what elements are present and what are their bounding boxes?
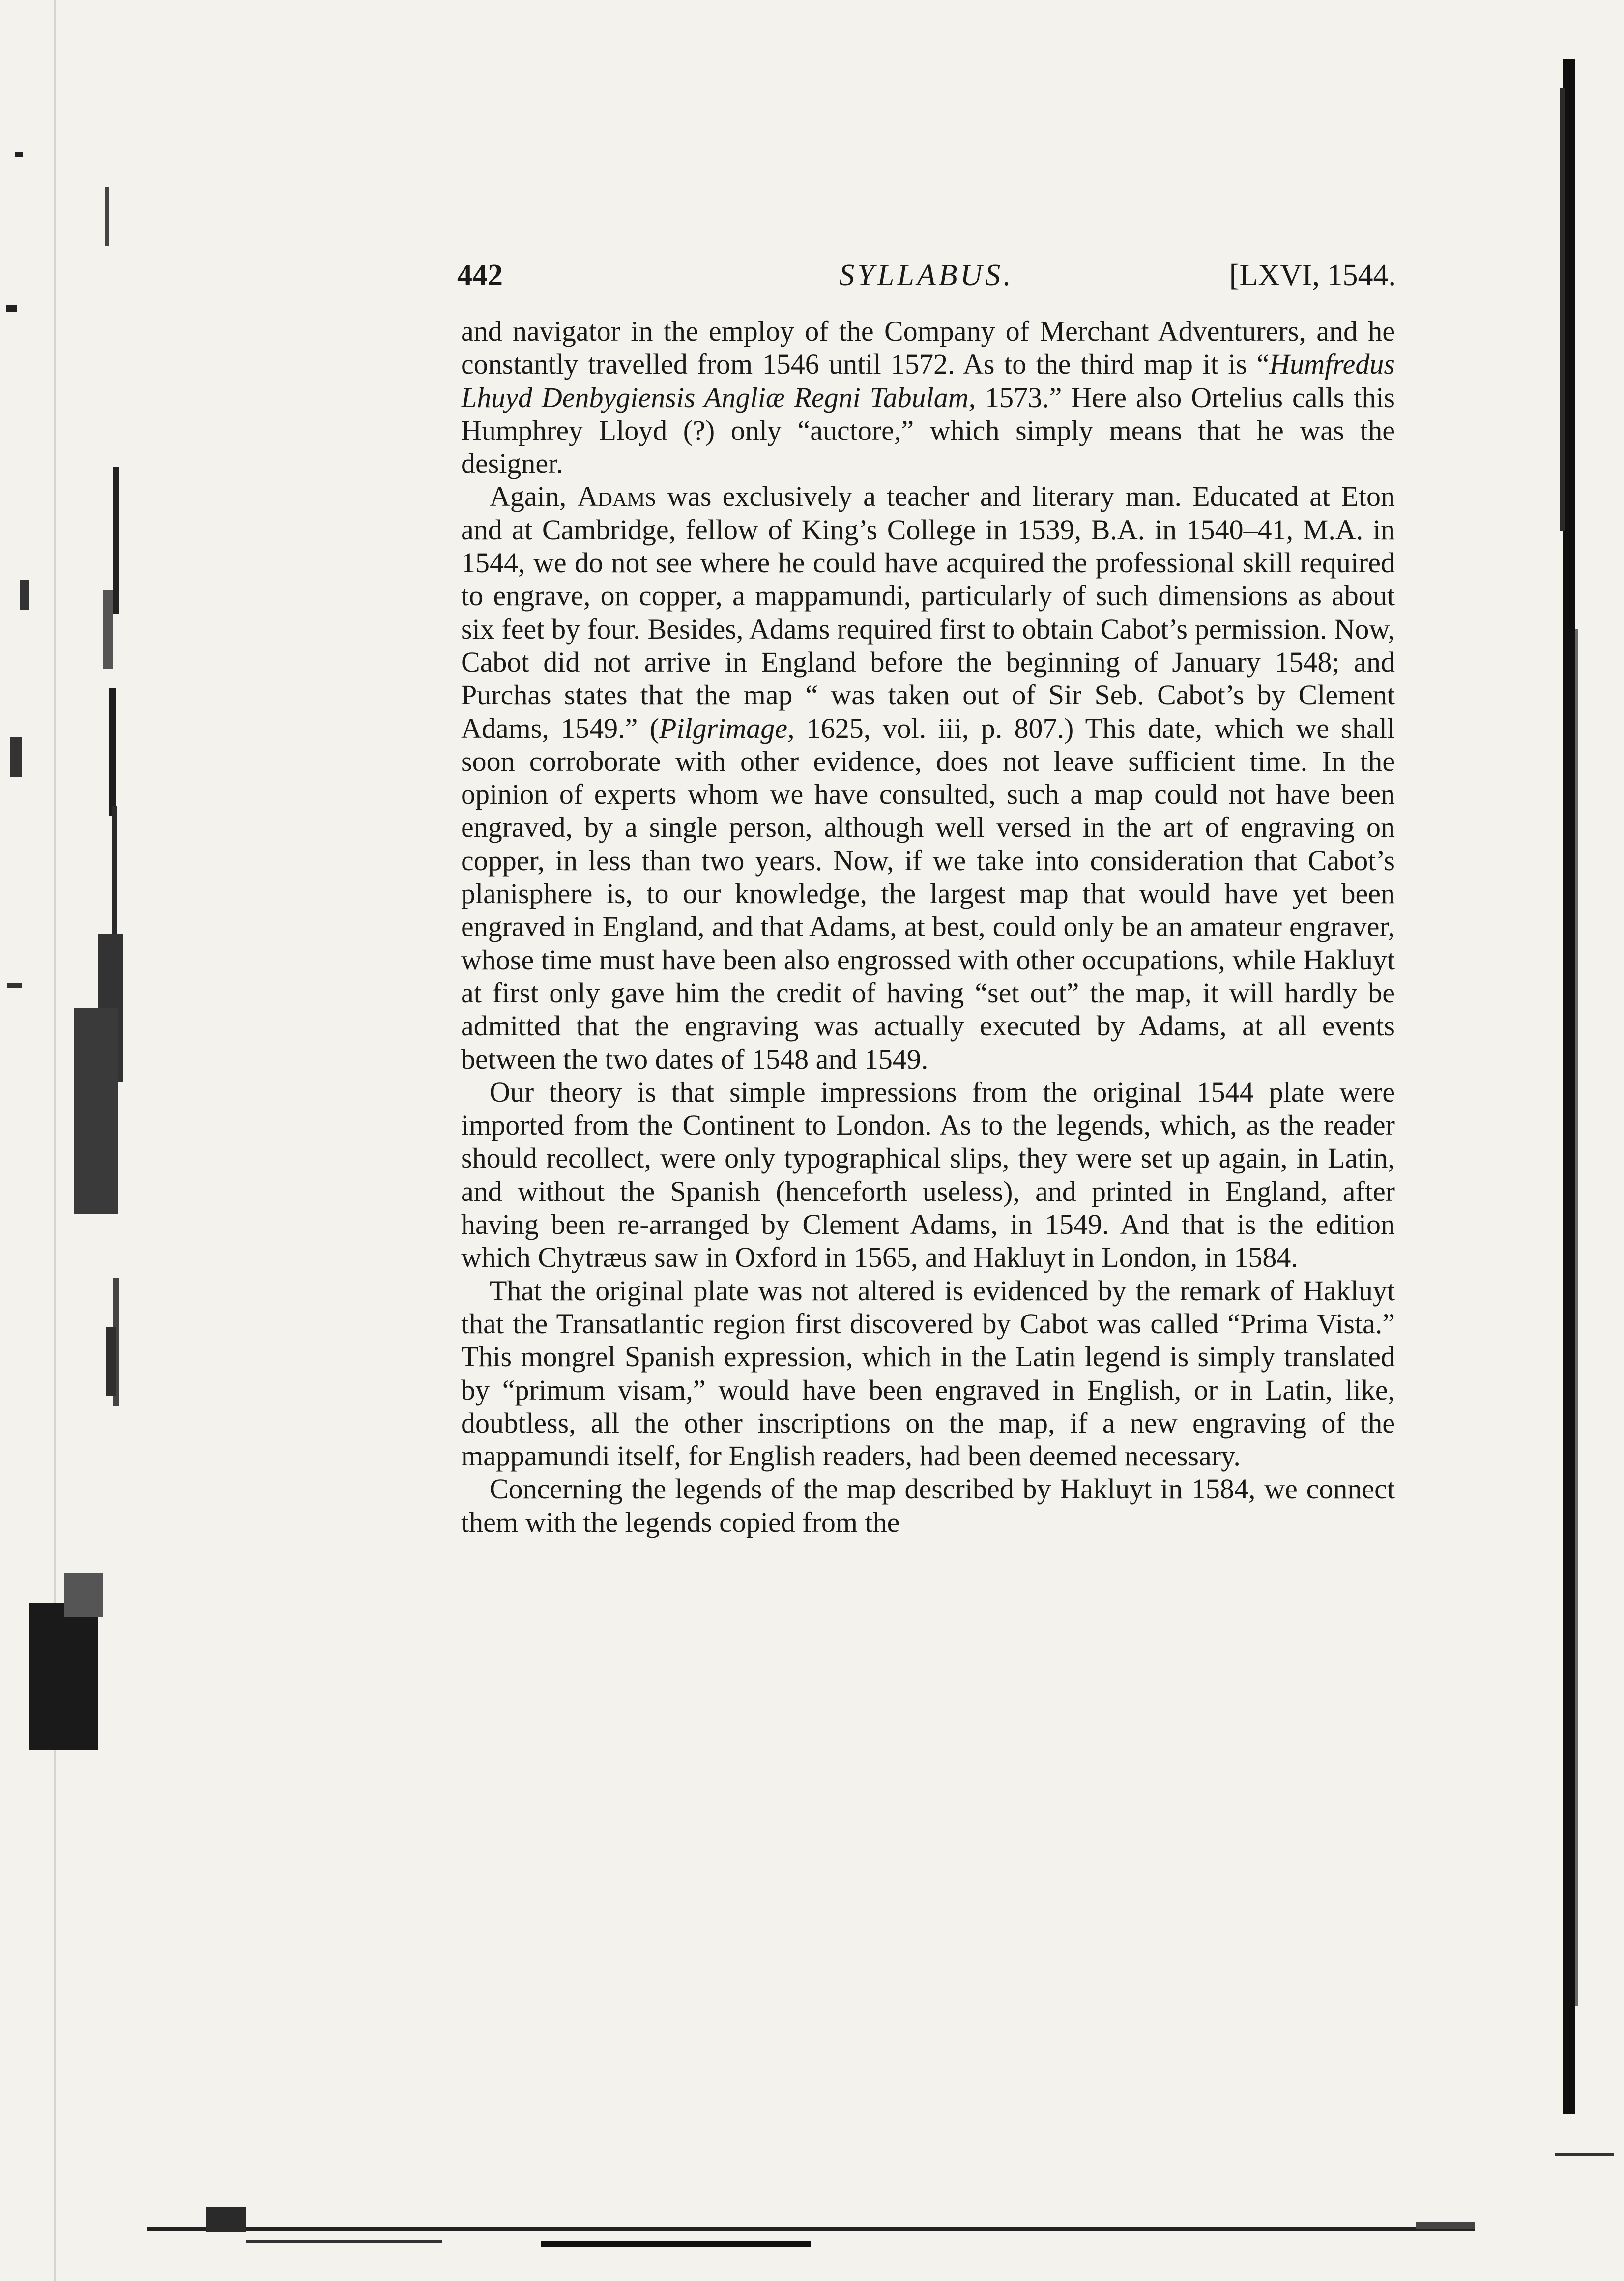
text-run: That the original plate was not altered is evidenced by the remark of Hakluyt that the Transatlantic region first discovered by Cabot was called “Prima Vista.” This mongrel Spanish expression, which in the Latin legend is simply translated by “primum visam,” would have been engraved in English, or in Latin, like, doubtless, all the other inscriptions on the map, if a new engraving of the mappamundi itself, for English readers, had been deemed necessary. xyxy=(461,1274,1395,1472)
text-run: Pilgrimage, xyxy=(659,712,795,744)
paragraph xyxy=(461,1274,1395,1473)
text-run: Humfredus Lhuyd Denbygiensis Angliæ Regni Tabulam, xyxy=(461,348,1395,413)
running-title: SYLLABUS. xyxy=(839,259,1014,292)
section-marker: [LXVI, 1544. xyxy=(1229,259,1396,292)
paragraph xyxy=(461,1076,1395,1274)
body-text xyxy=(461,315,1395,1539)
text-run: 1573.” Here also Ortelius calls this Humphrey Lloyd (?) only “auctore,” which simply means that he was the designer. xyxy=(461,381,1395,480)
scan-edge-bottom xyxy=(0,2153,1624,2281)
paragraph xyxy=(461,315,1395,480)
text-run: Concerning the legends of the map described by Hakluyt in 1584, we connect them with the legends copied from the xyxy=(461,1473,1395,1538)
running-header xyxy=(457,256,1396,295)
text-run: Again, xyxy=(490,480,578,513)
text-run: was exclusively a teacher and literary man. Educated at Eton and at Cambridge, fellow of King’s College in 1539, B.A. in 1540–41, M.A. in 1544, we do not see where he could have acquired the professional skill required to engrave, on copper, a mappamundi, particularly of such dimensions as about six feet by four. Besides, Adams required first to obtain Cabot’s permission. Now, Cabot did not arrive in England before the beginning of January 1548; and Purchas states that the map “ was taken out of Sir Seb. Cabot’s by Clement Adams, 1549.” ( xyxy=(461,480,1395,744)
scan-edge-right xyxy=(1545,0,1624,2281)
scan-edge-left xyxy=(0,0,128,2281)
text-run: and navigator in the employ of the Company of Merchant Adventurers, and he constantly travelled from 1546 until 1572. As to the third map it is “ xyxy=(461,315,1395,380)
text-run: Our theory is that simple impressions from the original 1544 plate were imported from the Continent to London. As to the legends, which, as the reader should recollect, were only typographical slips, they were set up again, in Latin, and without the Spanish (henceforth useless), and printed in England, after having been re-arranged by Clement Adams, in 1549. And that is the edition which Chytræus saw in Oxford in 1565, and Hakluyt in London, in 1584. xyxy=(461,1076,1395,1274)
paragraph xyxy=(461,480,1395,1075)
text-run: 1625, vol. iii, p. 807.) This date, which we shall soon corroborate with other evidence, does not leave sufficient time. In the opinion of experts whom we have consulted, such a map could not have been engraved, by a single person, although well versed in the art of engraving on copper, in less than two years. Now, if we take into consideration that Cabot’s planisphere is, to our knowledge, the largest map that would have yet been engraved in England, and that Adams, at best, could only be an amateur engraver, whose time must have been also engrossed with other occupations, while Hakluyt at first only gave him the credit of having “set out” the map, it will hardly be admitted that the engraving was actually executed by Adams, at all events between the two dates of 1548 and 1549. xyxy=(461,712,1395,1075)
paragraph xyxy=(461,1472,1395,1539)
page-number: 442 xyxy=(457,259,503,292)
text-run: Adams xyxy=(577,480,656,513)
